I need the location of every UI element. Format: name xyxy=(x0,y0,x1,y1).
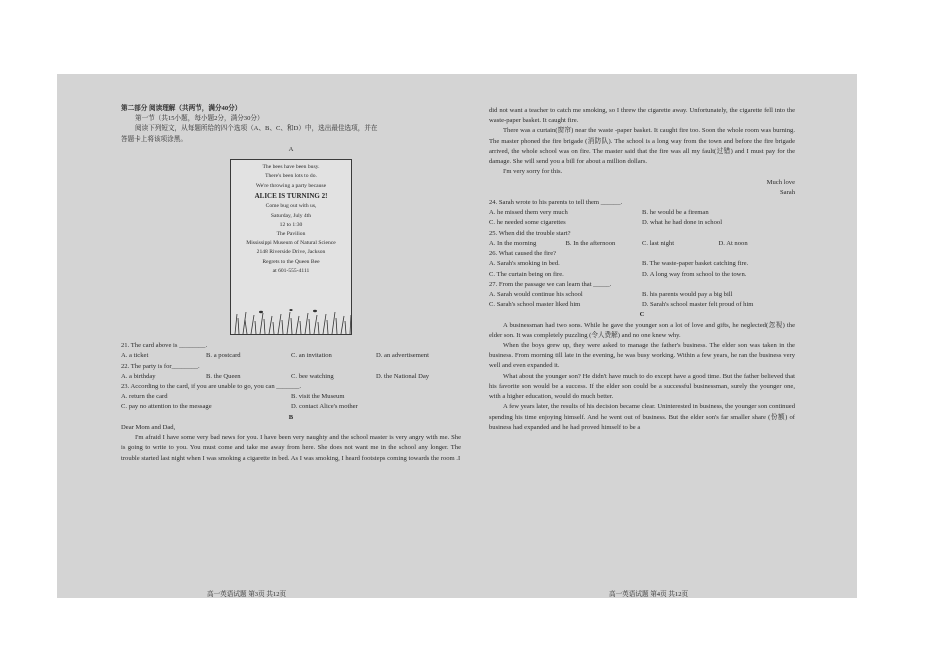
flyer-line: 2148 Riverside Drive, Jackson xyxy=(256,249,326,256)
letter-greeting: Dear Mom and Dad, xyxy=(121,423,176,431)
letter-paragraph: I'm afraid I have some very bad news for you. I have been very naughty and the school master is very angry with me. She is going to write to you. You must come and take me away from here. She does not want me in the school any longer. The trouble started last night when I was smoking a cigarette in bed. As I was smoking, I heard footsteps coming towards the room .I xyxy=(121,434,461,462)
left-page xyxy=(121,104,461,464)
option: D. Sarah's school master felt proud of him xyxy=(642,301,754,309)
letter-continuation: did not want a teacher to catch me smoking, so I threw the cigarette away. Unfortunately, the cigarette fell into the waste-paper basket. It caught fire. xyxy=(489,107,795,125)
question-23-options xyxy=(121,392,461,412)
flyer-headline: ALICE IS TURNING 2! xyxy=(254,191,328,200)
instructions-line-1: 阅读下列短文，从每题所给的四个选项（A、B、C、和D）中，选出最佳选项，并在 xyxy=(135,125,378,133)
passage-c-paragraph: When the boys grew up, they were asked to manage the father's business. The elder son was taken in the business. From morning till late in the evening, he was busy working. Within a few years, he ran the business very well and even expanded it. xyxy=(489,342,795,370)
section-subtitle: 第一节（共15小题，每小题2分，满分30分） xyxy=(135,115,264,123)
option: B. In the afternoon xyxy=(565,239,616,247)
question-22-options xyxy=(121,372,461,382)
flyer-line: 12 to 1:30 xyxy=(279,221,303,228)
scanned-exam-sheet xyxy=(57,74,857,598)
option: A. In the morning xyxy=(489,239,537,247)
question-26: 26. What caused the fire? xyxy=(489,250,557,258)
flyer-line: Come bug out with us, xyxy=(265,203,317,210)
passage-c-paragraph: A few years later, the results of his decision became clear. Uninterested in business, the younger son continued spending his time enjoying himself. And he went out of business. But the elder son's far smaller share (份额) of business had expanded and he had proved himself to be a xyxy=(489,403,795,431)
question-24: 24. Sarah wrote to his parents to tell them ______. xyxy=(489,198,623,206)
option: C. bee watching xyxy=(291,372,334,380)
option: C. pay no attention to the message xyxy=(121,403,212,411)
question-26-options xyxy=(489,259,795,279)
question-22: 22. The party is for________. xyxy=(121,362,200,370)
flyer-line: Saturday, July 4th xyxy=(270,212,312,219)
instructions-line-2: 答题卡上将该项涂黑。 xyxy=(121,135,187,143)
passage-c-paragraph: What about the younger son? He didn't have much to do except have a good time. But the father believed that his favorite son would be a success. If the elder son could be a successful businessman, surely the younger one, with a higher education, would do much better. xyxy=(489,372,795,401)
option: B. The waste-paper basket catching fire. xyxy=(642,260,749,268)
flyer-line: There's been lots to do. xyxy=(265,173,317,180)
option: D. an advertisement xyxy=(376,352,429,360)
passage-b-label: B xyxy=(288,413,294,421)
letter-signature: Sarah xyxy=(779,188,795,196)
option: A. Sarah would continue his school xyxy=(489,290,583,298)
option: B. his parents would pay a big bill xyxy=(642,290,733,298)
flyer-line: The Pavilion xyxy=(276,230,306,237)
party-flyer xyxy=(230,159,352,335)
option: D. the National Day xyxy=(376,372,430,380)
passage-c-paragraph: A businessman had two sons. While he gave the younger son a lot of love and gifts, he neglected(忽视) the elder son. It was completely puzzling (令人费解) and no one knew why. xyxy=(489,321,795,339)
flyer-line: The bees have been busy. xyxy=(262,164,320,171)
letter-closing: Much love xyxy=(766,178,795,186)
option: D. At noon xyxy=(718,239,748,247)
flyer-line: We're throwing a party because xyxy=(255,182,327,189)
option: B. visit the Museum xyxy=(291,393,345,401)
option: D. A long way from school to the town. xyxy=(642,270,747,278)
flyer-line: Regrets to the Queen Bee xyxy=(262,258,320,265)
option: A. he missed them very much xyxy=(489,209,568,217)
option: C. Sarah's school master liked him xyxy=(489,301,581,309)
option: B. the Queen xyxy=(206,372,241,380)
passage-c-label: C xyxy=(639,311,645,319)
option: C. he needed some cigarettes xyxy=(489,219,566,227)
option: D. contact Alice's mother xyxy=(291,403,358,411)
question-25-options xyxy=(489,239,795,249)
question-27-options xyxy=(489,290,795,310)
section-title: 第二部分 阅读理解（共两节，满分40分） xyxy=(121,105,242,112)
right-page xyxy=(489,106,795,433)
grass-illustration xyxy=(231,306,352,334)
option: A. a birthday xyxy=(121,372,156,380)
question-27: 27. From the passage we can learn that _____. xyxy=(489,280,612,288)
question-25: 25. When did the trouble start? xyxy=(489,229,571,237)
question-21-options xyxy=(121,351,461,361)
question-23: 23. According to the card, if you are unable to go, you can _______. xyxy=(121,382,301,390)
flyer-line: at 601-555-4111 xyxy=(272,267,310,274)
letter-paragraph: I'm very sorry for this. xyxy=(503,168,563,176)
question-24-options xyxy=(489,208,795,228)
option: C. an invitation xyxy=(291,352,332,360)
question-21: 21. The card above is ________. xyxy=(121,342,208,350)
passage-a-label: A xyxy=(288,145,294,153)
option: C. The curtain being on fire. xyxy=(489,270,564,278)
page-footer-right: 高一英语试题 第4页 共12页 xyxy=(609,591,689,598)
flyer-line: Mississippi Museum of Natural Science xyxy=(246,240,336,247)
option: A. return the card xyxy=(121,393,168,401)
option: B. he would be a fireman xyxy=(642,209,709,217)
option: A. a ticket xyxy=(121,352,149,360)
option: D. what he had done in school xyxy=(642,219,723,227)
letter-paragraph: There was a curtain(窗帘) near the waste -paper basket. It caught fire too. Soon the whole room was burning. The master phoned the fire brigade (消防队). The school is a long way from the town and before the fire brigade arrived, the whole school was on fire. The master said that the fire was all my fault(过错) and I must pay for the damage. She will send you a bill for about a million dollars. xyxy=(489,127,795,166)
option: B. a postcard xyxy=(206,352,241,360)
option: A. Sarah's smoking in bed. xyxy=(489,260,560,268)
page-footer-left: 高一英语试题 第3页 共12页 xyxy=(207,591,287,598)
option: C. last night xyxy=(642,239,675,247)
